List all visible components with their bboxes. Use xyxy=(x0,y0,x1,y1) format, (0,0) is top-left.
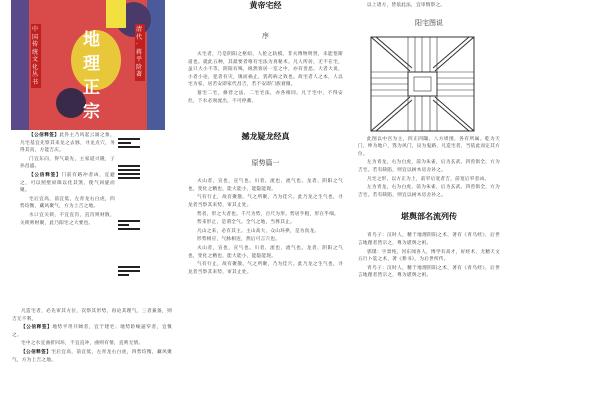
left-text-column: 【公信释签】此卦主乃风起云涌之象，凡宅基宜先察其来龙之去脉，寻龙点穴，务得其真，方能吉庆。 门宜东向，得气最先，主家道兴隆，子孙昌盛。 【公信释签】门前有路冲者凶，宜避之，可以照壁屏障以化其煞，使气回旋而聚。 宅后宜高，前宜低，左青龙右白虎，四势均衡，藏风聚气，方为上吉之地。 水口宜关锁，不宜直泻，直泻则财散，关锁则财聚，此乃阳宅之大要也。 xyxy=(20,133,115,226)
hexagram-icon xyxy=(118,218,140,232)
annotation-label: 【公信释签】 xyxy=(29,133,60,138)
section-heading: 原势篇一 xyxy=(251,159,280,168)
cover-series: 中国传统文化丛书 xyxy=(31,24,41,88)
cover-author: 清代 · 蒋平阶 著 xyxy=(135,24,145,81)
book-cover xyxy=(11,0,165,130)
yang-house-diagram xyxy=(370,36,475,132)
hexagram-icon xyxy=(118,136,140,150)
chapter-title: 黄帝宅经 xyxy=(249,1,282,10)
hexagram-icon xyxy=(118,163,140,181)
chapter-title-2: 撼龙疑龙经真 xyxy=(241,132,290,142)
middle-column: 黄帝宅经 序 夫宅者，乃是阴阳之枢纽，人伦之轨模。非夫博物明贤，未能悟斯道也。就此五种，其最要者唯有宅法为真秘术。凡人所居，无不在宅，虽只大小不等，阴阳有殊，纵然客居一室之中，亦有善恶。大者大说，小者小论，犯者有灾，镇而祸止，犹药病之效也。故宅者人之本，人以宅为家，居若安即家代昌吉，若不安即门族衰微。 墓宅二宅，修营之法，二宅宅法，亦各相同。凡于宅中，不得安灶，下水必须流出，不可停蓄。 撼龙疑龙经真 原势篇一 夫山者，宣也，宣气也。川者，流也，流气也。龙者，阴阳之气也，变化之精也，能大能小，能隐能现。 气有行止，故有聚散。气之所聚，乃为佳穴。此乃龙之生气也，寻龙者当察其来势，审其止处。 势者，形之大者也。千尺为势，百尺为形。势居乎粗，形在乎细。 势来形止，是谓全气。全气之地，当葬其止。 凡山之来，必有其主。主山高大，众山环拱，是为真龙。 形势相应，气脉相连，然后可言穴也。 夫山者，宣也，宣气也。川者，流也，流气也。龙者，阴阳之气也，变化之精也，能大能小，能隐能现。 气有行止，故有聚散。气之所聚，乃为佳穴。此乃龙之生气也，寻龙者当察其来势，审其止处。 xyxy=(188,1,343,275)
cover-title: 地理正宗 xyxy=(83,30,100,122)
right-column: 以上诸方，皆依此法，宜审慎察之。 阳宅图说 此图以中宫为主，四正四隅，八方周围，各有所属。乾为天门，坤为地户，巽为风门，艮为鬼路，凡造宅者，当依此而定其方位。 左为青龙，右为白虎，前为朱雀，后为玄武。四兽俱全，方为吉宅。若有缺陷，则宜以树木房舍补之。 凡宅之形，以方正为上，前窄后宽者吉，前宽后窄者凶。 左为青龙，右为白虎，前为朱雀，后为玄武。四兽俱全，方为吉宅。若有缺陷，则宜以树木房舍补之。 堪舆部名流列传 青乌子：汉时人，精于地理阴阳之术，著有《青乌经》，后世言地理者皆宗之，尊为堪舆之祖。 郭璞：字景纯，河东闻喜人，博学有高才，好经术，尤精天文五行卜筮之术，著《葬书》，为后世所传。 青乌子：汉时人，精于地理阴阳之术，著有《青乌经》，后世言地理者皆宗之，尊为堪舆之祖。 xyxy=(358,3,500,279)
left-text-column-bottom: 凡造宅者，必先审其方位，次察其形势，再论其理气，三者兼备，则吉无不利。 【公信释签】地势平坦开阔者，宜于建宅；地势险峻逼窄者，宜慎之。 宅中之水宜曲折回环，不宜直冲，曲则有情，直则无情。 【公信释签】宅后宜高，前宜低，左青龙右白虎，四势均衡，藏风聚气，方为上吉之地。 xyxy=(12,309,172,363)
preface-heading: 序 xyxy=(262,32,269,40)
biography-title: 堪舆部名流列传 xyxy=(401,212,457,222)
diagram-title: 阳宅图说 xyxy=(415,18,443,27)
hexagram-icon xyxy=(118,264,140,278)
